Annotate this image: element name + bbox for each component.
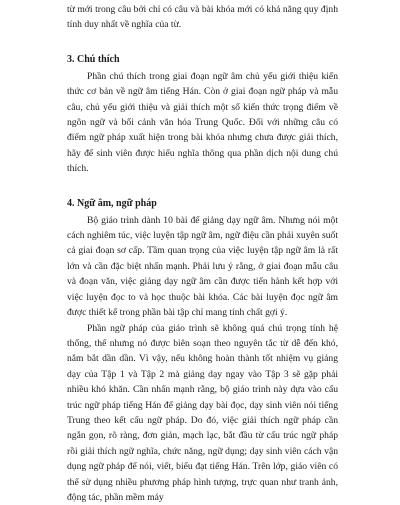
- notes-paragraph: Phần chú thích trong giai đoạn ngữ âm chủ yếu giới thiệu kiến thức cơ bản về ngữ âm tiếng Hán. Còn ở giai đoạn ngữ pháp và mẫu câu, chủ yếu giới thiệu và giải thích một số kiến thức trọng điểm về ngôn ngữ và bối cảnh văn hóa Trung Quốc. Đối với những câu có điểm ngữ pháp xuất hiện trong bài khóa nhưng chưa được giải thích, hãy để sinh viên được hiểu nghĩa thông qua phần dịch nội dung chú thích.: [67, 69, 338, 177]
- phonetics-paragraph: Bộ giáo trình dành 10 bài để giảng dạy ngữ âm. Nhưng nói một cách nghiêm túc, việc luyện tập ngữ âm, ngữ điệu cần phải xuyên suốt cả giai đoạn sơ cấp. Tầm quan trọng của việc luyện tập ngữ âm là rất lớn và cần đặc biệt nhấn mạnh. Phải lưu ý rằng, ở giai đoạn mẫu câu và đoạn văn, việc giảng dạy ngữ âm cần được tiến hành kết hợp với việc luyện đọc to và học thuộc bài khóa. Các bài luyện đọc ngữ âm được thiết kế trong phần bài tập chỉ mang tính chất gợi ý.: [67, 213, 338, 321]
- section-heading-phonetics-grammar: 4. Ngữ âm, ngữ pháp: [67, 197, 338, 211]
- section-heading-notes: 3. Chú thích: [67, 53, 338, 67]
- section-notes: [67, 53, 338, 177]
- intro-paragraph: từ mới trong câu bởi chỉ có câu và bài khóa mới có khả năng quy định tính duy nhất về nghĩa của từ.: [67, 2, 338, 33]
- section-phonetics-grammar: [67, 197, 338, 505]
- grammar-paragraph: Phần ngữ pháp của giáo trình sẽ không quá chú trọng tính hệ thống, thể nhưng nó được biên soạn theo nguyên tắc từ dễ đến khó, nắm bắt dần dần. Vì vậy, nếu không hoàn thành tốt nhiệm vụ giảng dạy của Tập 1 và Tập 2 mà giảng dạy ngay vào Tập 3 sẽ gặp phải nhiều khó khăn. Cần nhấn mạnh rằng, bộ giáo trình này dựa vào cấu trúc ngữ pháp tiếng Hán để giảng dạy bài đọc, dạy sinh viên nói tiếng Trung theo kết cấu ngữ pháp. Do đó, việc giải thích ngữ pháp cần ngắn gọn, rõ ràng, đơn giản, mạch lạc, bắt đầu từ cấu trúc ngữ pháp rồi giải thích ngữ nghĩa, chức năng, ngữ dụng; dạy sinh viên cách vận dụng ngữ pháp để nói, viết, biểu đạt tiếng Hán. Trên lớp, giáo viên có thể sử dụng nhiều phương pháp hình tượng, trực quan như tranh ảnh, động tác, phần mềm máy: [67, 321, 338, 505]
